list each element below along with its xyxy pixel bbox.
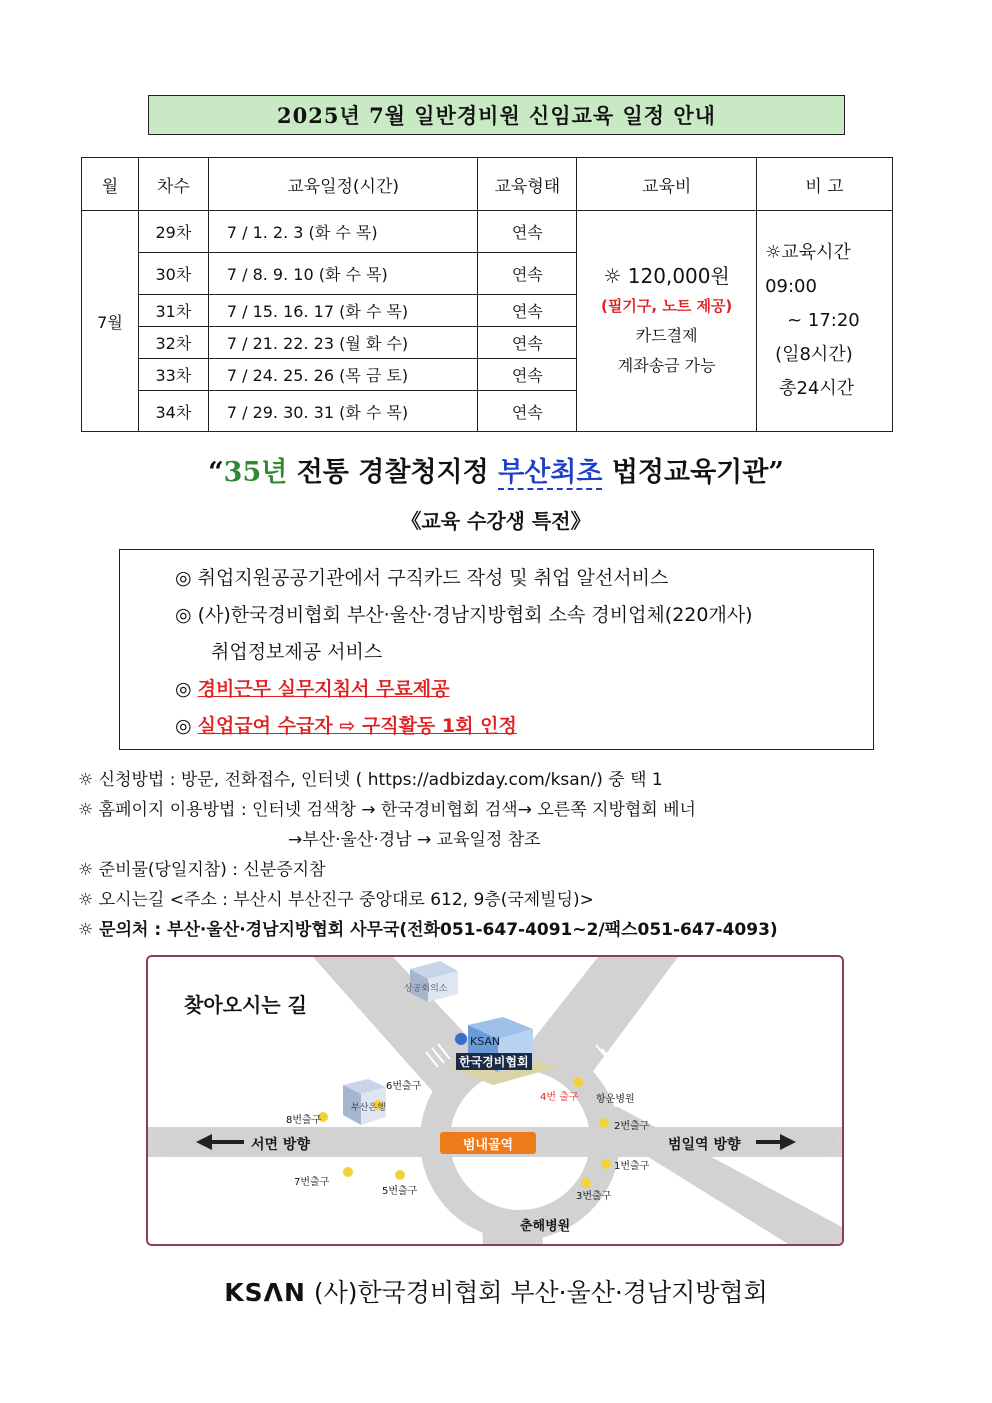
type-cell: 연속 bbox=[478, 295, 577, 327]
slogan-mid: 전통 경찰청지정 bbox=[287, 457, 499, 488]
fee-note: (필기구, 노트 제공) bbox=[601, 297, 733, 315]
benefit-mark: ◎ bbox=[175, 715, 198, 737]
header-month: 월 bbox=[82, 158, 139, 211]
remark-line: ☼교육시간 bbox=[765, 242, 851, 263]
fee-price: ☼ 120,000원 bbox=[603, 264, 730, 288]
round-cell: 31차 bbox=[138, 295, 208, 327]
table-row bbox=[82, 211, 893, 253]
header-type: 교육형태 bbox=[478, 158, 577, 211]
info-homepage-cont: →부산·울산·경남 → 교육일정 참조 bbox=[288, 830, 541, 850]
benefit-highlight: 실업급여 수급자 ⇨ 구직활동 1회 인정 bbox=[197, 715, 517, 737]
date-cell: 7 / 1. 2. 3 (화 수 목) bbox=[208, 211, 478, 253]
type-cell: 연속 bbox=[478, 391, 577, 432]
header-round: 차수 bbox=[138, 158, 208, 211]
info-prepare: ☼ 준비물(당일지참) : 신분증지참 bbox=[78, 860, 326, 880]
fee-card: 카드결제 bbox=[635, 326, 698, 345]
date-cell: 7 / 29. 30. 31 (화 수 목) bbox=[208, 391, 478, 432]
map-station: 범내골역 bbox=[462, 1138, 514, 1153]
map-right-direction: 범일역 방향 bbox=[668, 1137, 741, 1153]
info-contact: ☼ 문의처 : 부산·울산·경남지방협회 사무국(전화051-647-4091~2/팩스051-647-4093) bbox=[78, 920, 778, 940]
remark-line: (일8시간) bbox=[775, 344, 853, 365]
date-cell: 7 / 21. 22. 23 (월 화 수) bbox=[208, 327, 478, 359]
date-cell: 7 / 8. 9. 10 (화 수 목) bbox=[208, 253, 478, 295]
info-apply: ☼ 신청방법 : 방문, 전화접수, 인터넷 ( https://adbizday.com/ksan/) 중 택 1 bbox=[78, 770, 663, 790]
map-exit: 3번출구 bbox=[576, 1191, 612, 1202]
type-cell: 연속 bbox=[478, 211, 577, 253]
info-homepage: ☼ 홈페이지 이용방법 : 인터넷 검색창 → 한국경비협회 검색→ 오른쪽 지방협회 베너 bbox=[78, 800, 696, 820]
header-schedule: 교육일정(시간) bbox=[208, 158, 478, 211]
fee-cell bbox=[577, 211, 757, 432]
page-title: 2025년 7월 일반경비원 신임교육 일정 안내 bbox=[148, 95, 845, 135]
remark-line: ~ 17:20 bbox=[787, 310, 860, 331]
map-label: 춘해병원 bbox=[520, 1219, 571, 1234]
fee-transfer: 계좌송금 가능 bbox=[617, 356, 716, 375]
map-label: 부산은행 bbox=[351, 1103, 386, 1113]
info-list bbox=[78, 765, 918, 945]
benefit-item: ◎ 취업지원공공기관에서 구직카드 작성 및 취업 알선서비스 bbox=[175, 567, 669, 589]
round-cell: 33차 bbox=[138, 359, 208, 391]
map-exit: 7번출구 bbox=[294, 1177, 330, 1188]
slogan-highlight: 부산최초 bbox=[498, 457, 603, 488]
ksan-logo: KSΛN bbox=[224, 1278, 306, 1307]
table-header-row bbox=[82, 158, 893, 211]
slogan-end: 법정교육기관” bbox=[602, 457, 784, 488]
round-cell: 34차 bbox=[138, 391, 208, 432]
slogan-years: 35년 bbox=[223, 457, 288, 488]
map-exit: 8번출구 bbox=[286, 1115, 322, 1126]
round-cell: 29차 bbox=[138, 211, 208, 253]
header-fee: 교육비 bbox=[577, 158, 757, 211]
remark-line: 09:00 bbox=[765, 276, 817, 297]
benefit-box bbox=[119, 549, 874, 750]
map-ksan-label: KSAN bbox=[470, 1035, 501, 1048]
benefit-highlight: 경비근무 실무지침서 무료제공 bbox=[197, 678, 450, 700]
date-cell: 7 / 15. 16. 17 (화 수 목) bbox=[208, 295, 478, 327]
type-cell: 연속 bbox=[478, 253, 577, 295]
footer-org-name: (사)한국경비협회 부산·울산·경남지방협회 bbox=[305, 1278, 768, 1307]
map-exit: 2번출구 bbox=[614, 1121, 650, 1132]
info-directions: ☼ 오시는길 <주소 : 부산시 부산진구 중앙대로 612, 9층(국제빌딩)> bbox=[78, 890, 594, 910]
benefit-title: 《교육 수강생 특전》 bbox=[401, 509, 591, 533]
map-exit: 6번출구 bbox=[386, 1081, 422, 1092]
date-cell: 7 / 24. 25. 26 (목 금 토) bbox=[208, 359, 478, 391]
map-title: 찾아오시는 길 bbox=[184, 993, 307, 1017]
remark-line: 총24시간 bbox=[779, 378, 855, 399]
map-exit: 5번출구 bbox=[382, 1186, 418, 1197]
month-cell: 7월 bbox=[82, 211, 139, 432]
map-exit: 4번 출구 bbox=[540, 1092, 579, 1103]
header-remark: 비 고 bbox=[757, 158, 893, 211]
map-label: 상공회의소 bbox=[404, 984, 448, 994]
benefit-item: 취업정보제공 서비스 bbox=[211, 641, 383, 663]
type-cell: 연속 bbox=[478, 327, 577, 359]
type-cell: 연속 bbox=[478, 359, 577, 391]
slogan bbox=[0, 450, 992, 489]
footer bbox=[0, 1273, 992, 1309]
benefit-item bbox=[175, 708, 873, 745]
benefit-item: ◎ (사)한국경비협회 부산·울산·경남지방협회 소속 경비업체(220개사) bbox=[175, 604, 753, 626]
map-exit: 1번출구 bbox=[614, 1161, 650, 1172]
directions-map bbox=[146, 955, 844, 1246]
map-ksan-name: 한국경비협회 bbox=[456, 1053, 532, 1070]
benefit-item bbox=[175, 671, 873, 708]
round-cell: 32차 bbox=[138, 327, 208, 359]
schedule-table bbox=[81, 157, 893, 432]
map-left-direction: 서면 방향 bbox=[251, 1137, 310, 1153]
slogan-quote: “ bbox=[208, 457, 224, 488]
remark-cell bbox=[757, 211, 893, 432]
map-label: 항운병원 bbox=[596, 1094, 635, 1105]
round-cell: 30차 bbox=[138, 253, 208, 295]
benefit-mark: ◎ bbox=[175, 678, 198, 700]
